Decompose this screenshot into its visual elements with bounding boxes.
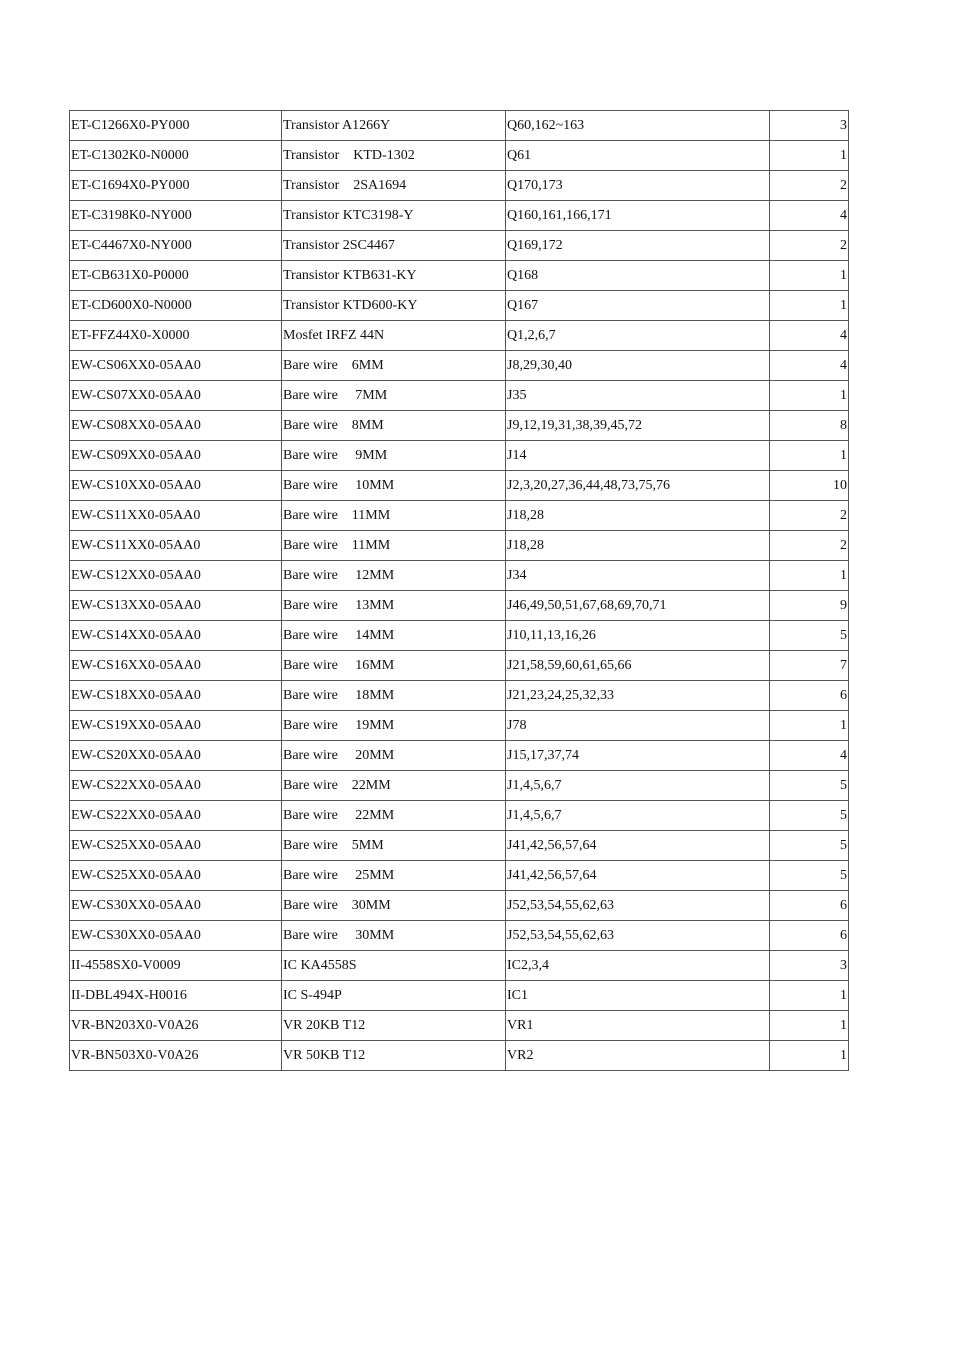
table-row [70, 831, 849, 861]
table-row [70, 591, 849, 621]
description-cell: Bare wire 20MM [282, 741, 506, 771]
reference-cell: J2,3,20,27,36,44,48,73,75,76 [506, 471, 770, 501]
reference-cell: J41,42,56,57,64 [506, 831, 770, 861]
reference-cell: J15,17,37,74 [506, 741, 770, 771]
parts-list-table [69, 110, 849, 1071]
table-row [70, 771, 849, 801]
quantity-cell: 1 [770, 381, 849, 411]
reference-cell: J18,28 [506, 531, 770, 561]
description-cell: Bare wire 11MM [282, 531, 506, 561]
quantity-cell: 2 [770, 531, 849, 561]
reference-cell: J46,49,50,51,67,68,69,70,71 [506, 591, 770, 621]
description-cell: Transistor 2SA1694 [282, 171, 506, 201]
part-number-cell: EW-CS25XX0-05AA0 [70, 861, 282, 891]
description-cell: Transistor 2SC4467 [282, 231, 506, 261]
description-cell: Bare wire 18MM [282, 681, 506, 711]
description-cell: Bare wire 5MM [282, 831, 506, 861]
quantity-cell: 8 [770, 411, 849, 441]
part-number-cell: VR-BN203X0-V0A26 [70, 1011, 282, 1041]
quantity-cell: 6 [770, 891, 849, 921]
part-number-cell: II-DBL494X-H0016 [70, 981, 282, 1011]
quantity-cell: 2 [770, 231, 849, 261]
part-number-cell: EW-CS20XX0-05AA0 [70, 741, 282, 771]
table-row [70, 741, 849, 771]
description-cell: Mosfet IRFZ 44N [282, 321, 506, 351]
table-row [70, 171, 849, 201]
quantity-cell: 1 [770, 141, 849, 171]
table-row [70, 291, 849, 321]
quantity-cell: 4 [770, 351, 849, 381]
description-cell: IC KA4558S [282, 951, 506, 981]
quantity-cell: 9 [770, 591, 849, 621]
reference-cell: Q169,172 [506, 231, 770, 261]
parts-list-body [70, 111, 849, 1071]
part-number-cell: EW-CS30XX0-05AA0 [70, 891, 282, 921]
description-cell: Bare wire 9MM [282, 441, 506, 471]
reference-cell: J21,23,24,25,32,33 [506, 681, 770, 711]
reference-cell: Q160,161,166,171 [506, 201, 770, 231]
table-row [70, 531, 849, 561]
description-cell: Transistor KTD600-KY [282, 291, 506, 321]
description-cell: Bare wire 14MM [282, 621, 506, 651]
table-row [70, 561, 849, 591]
table-row [70, 681, 849, 711]
part-number-cell: EW-CS11XX0-05AA0 [70, 501, 282, 531]
table-row [70, 381, 849, 411]
description-cell: Transistor KTC3198-Y [282, 201, 506, 231]
table-row [70, 651, 849, 681]
quantity-cell: 5 [770, 861, 849, 891]
part-number-cell: EW-CS08XX0-05AA0 [70, 411, 282, 441]
part-number-cell: EW-CS22XX0-05AA0 [70, 801, 282, 831]
table-row [70, 981, 849, 1011]
reference-cell: VR2 [506, 1041, 770, 1071]
reference-cell: Q170,173 [506, 171, 770, 201]
reference-cell: Q1,2,6,7 [506, 321, 770, 351]
part-number-cell: EW-CS12XX0-05AA0 [70, 561, 282, 591]
table-row [70, 801, 849, 831]
reference-cell: J1,4,5,6,7 [506, 771, 770, 801]
part-number-cell: ET-C1694X0-PY000 [70, 171, 282, 201]
description-cell: IC S-494P [282, 981, 506, 1011]
quantity-cell: 4 [770, 741, 849, 771]
description-cell: Bare wire 30MM [282, 921, 506, 951]
description-cell: Bare wire 10MM [282, 471, 506, 501]
reference-cell: J78 [506, 711, 770, 741]
part-number-cell: II-4558SX0-V0009 [70, 951, 282, 981]
quantity-cell: 7 [770, 651, 849, 681]
part-number-cell: EW-CS18XX0-05AA0 [70, 681, 282, 711]
part-number-cell: EW-CS09XX0-05AA0 [70, 441, 282, 471]
quantity-cell: 3 [770, 111, 849, 141]
description-cell: Bare wire 11MM [282, 501, 506, 531]
description-cell: Bare wire 30MM [282, 891, 506, 921]
quantity-cell: 4 [770, 201, 849, 231]
table-row [70, 1011, 849, 1041]
table-row [70, 111, 849, 141]
quantity-cell: 5 [770, 801, 849, 831]
table-row [70, 411, 849, 441]
reference-cell: J8,29,30,40 [506, 351, 770, 381]
quantity-cell: 2 [770, 501, 849, 531]
reference-cell: J21,58,59,60,61,65,66 [506, 651, 770, 681]
table-row [70, 321, 849, 351]
description-cell: Transistor KTD-1302 [282, 141, 506, 171]
table-row [70, 951, 849, 981]
table-row [70, 201, 849, 231]
description-cell: Bare wire 22MM [282, 771, 506, 801]
table-row [70, 261, 849, 291]
reference-cell: IC2,3,4 [506, 951, 770, 981]
reference-cell: Q61 [506, 141, 770, 171]
quantity-cell: 6 [770, 681, 849, 711]
description-cell: Transistor A1266Y [282, 111, 506, 141]
part-number-cell: EW-CS19XX0-05AA0 [70, 711, 282, 741]
table-row [70, 351, 849, 381]
quantity-cell: 1 [770, 1011, 849, 1041]
description-cell: Bare wire 8MM [282, 411, 506, 441]
quantity-cell: 1 [770, 981, 849, 1011]
part-number-cell: EW-CS11XX0-05AA0 [70, 531, 282, 561]
part-number-cell: ET-C1266X0-PY000 [70, 111, 282, 141]
reference-cell: J35 [506, 381, 770, 411]
part-number-cell: EW-CS07XX0-05AA0 [70, 381, 282, 411]
quantity-cell: 5 [770, 771, 849, 801]
reference-cell: J14 [506, 441, 770, 471]
reference-cell: J9,12,19,31,38,39,45,72 [506, 411, 770, 441]
quantity-cell: 6 [770, 921, 849, 951]
description-cell: Bare wire 12MM [282, 561, 506, 591]
quantity-cell: 1 [770, 441, 849, 471]
reference-cell: VR1 [506, 1011, 770, 1041]
quantity-cell: 2 [770, 171, 849, 201]
reference-cell: Q60,162~163 [506, 111, 770, 141]
part-number-cell: EW-CS16XX0-05AA0 [70, 651, 282, 681]
part-number-cell: ET-CB631X0-P0000 [70, 261, 282, 291]
reference-cell: J34 [506, 561, 770, 591]
reference-cell: Q168 [506, 261, 770, 291]
table-row [70, 501, 849, 531]
part-number-cell: ET-FFZ44X0-X0000 [70, 321, 282, 351]
part-number-cell: EW-CS25XX0-05AA0 [70, 831, 282, 861]
part-number-cell: EW-CS06XX0-05AA0 [70, 351, 282, 381]
quantity-cell: 5 [770, 831, 849, 861]
part-number-cell: EW-CS14XX0-05AA0 [70, 621, 282, 651]
reference-cell: J41,42,56,57,64 [506, 861, 770, 891]
part-number-cell: EW-CS22XX0-05AA0 [70, 771, 282, 801]
table-row [70, 621, 849, 651]
description-cell: VR 50KB T12 [282, 1041, 506, 1071]
description-cell: Bare wire 6MM [282, 351, 506, 381]
table-row [70, 921, 849, 951]
part-number-cell: ET-C4467X0-NY000 [70, 231, 282, 261]
reference-cell: J10,11,13,16,26 [506, 621, 770, 651]
quantity-cell: 10 [770, 471, 849, 501]
quantity-cell: 3 [770, 951, 849, 981]
part-number-cell: ET-C1302K0-N0000 [70, 141, 282, 171]
table-row [70, 1041, 849, 1071]
description-cell: Bare wire 19MM [282, 711, 506, 741]
description-cell: VR 20KB T12 [282, 1011, 506, 1041]
description-cell: Bare wire 13MM [282, 591, 506, 621]
description-cell: Bare wire 16MM [282, 651, 506, 681]
quantity-cell: 1 [770, 711, 849, 741]
quantity-cell: 5 [770, 621, 849, 651]
reference-cell: J52,53,54,55,62,63 [506, 891, 770, 921]
part-number-cell: EW-CS30XX0-05AA0 [70, 921, 282, 951]
description-cell: Bare wire 25MM [282, 861, 506, 891]
reference-cell: J18,28 [506, 501, 770, 531]
reference-cell: J1,4,5,6,7 [506, 801, 770, 831]
reference-cell: IC1 [506, 981, 770, 1011]
reference-cell: J52,53,54,55,62,63 [506, 921, 770, 951]
table-row [70, 231, 849, 261]
quantity-cell: 1 [770, 561, 849, 591]
quantity-cell: 1 [770, 1041, 849, 1071]
table-row [70, 891, 849, 921]
description-cell: Bare wire 7MM [282, 381, 506, 411]
quantity-cell: 1 [770, 261, 849, 291]
part-number-cell: ET-C3198K0-NY000 [70, 201, 282, 231]
table-row [70, 141, 849, 171]
quantity-cell: 4 [770, 321, 849, 351]
reference-cell: Q167 [506, 291, 770, 321]
table-row [70, 711, 849, 741]
description-cell: Bare wire 22MM [282, 801, 506, 831]
part-number-cell: EW-CS13XX0-05AA0 [70, 591, 282, 621]
description-cell: Transistor KTB631-KY [282, 261, 506, 291]
part-number-cell: VR-BN503X0-V0A26 [70, 1041, 282, 1071]
part-number-cell: ET-CD600X0-N0000 [70, 291, 282, 321]
table-row [70, 861, 849, 891]
table-row [70, 441, 849, 471]
table-row [70, 471, 849, 501]
part-number-cell: EW-CS10XX0-05AA0 [70, 471, 282, 501]
quantity-cell: 1 [770, 291, 849, 321]
